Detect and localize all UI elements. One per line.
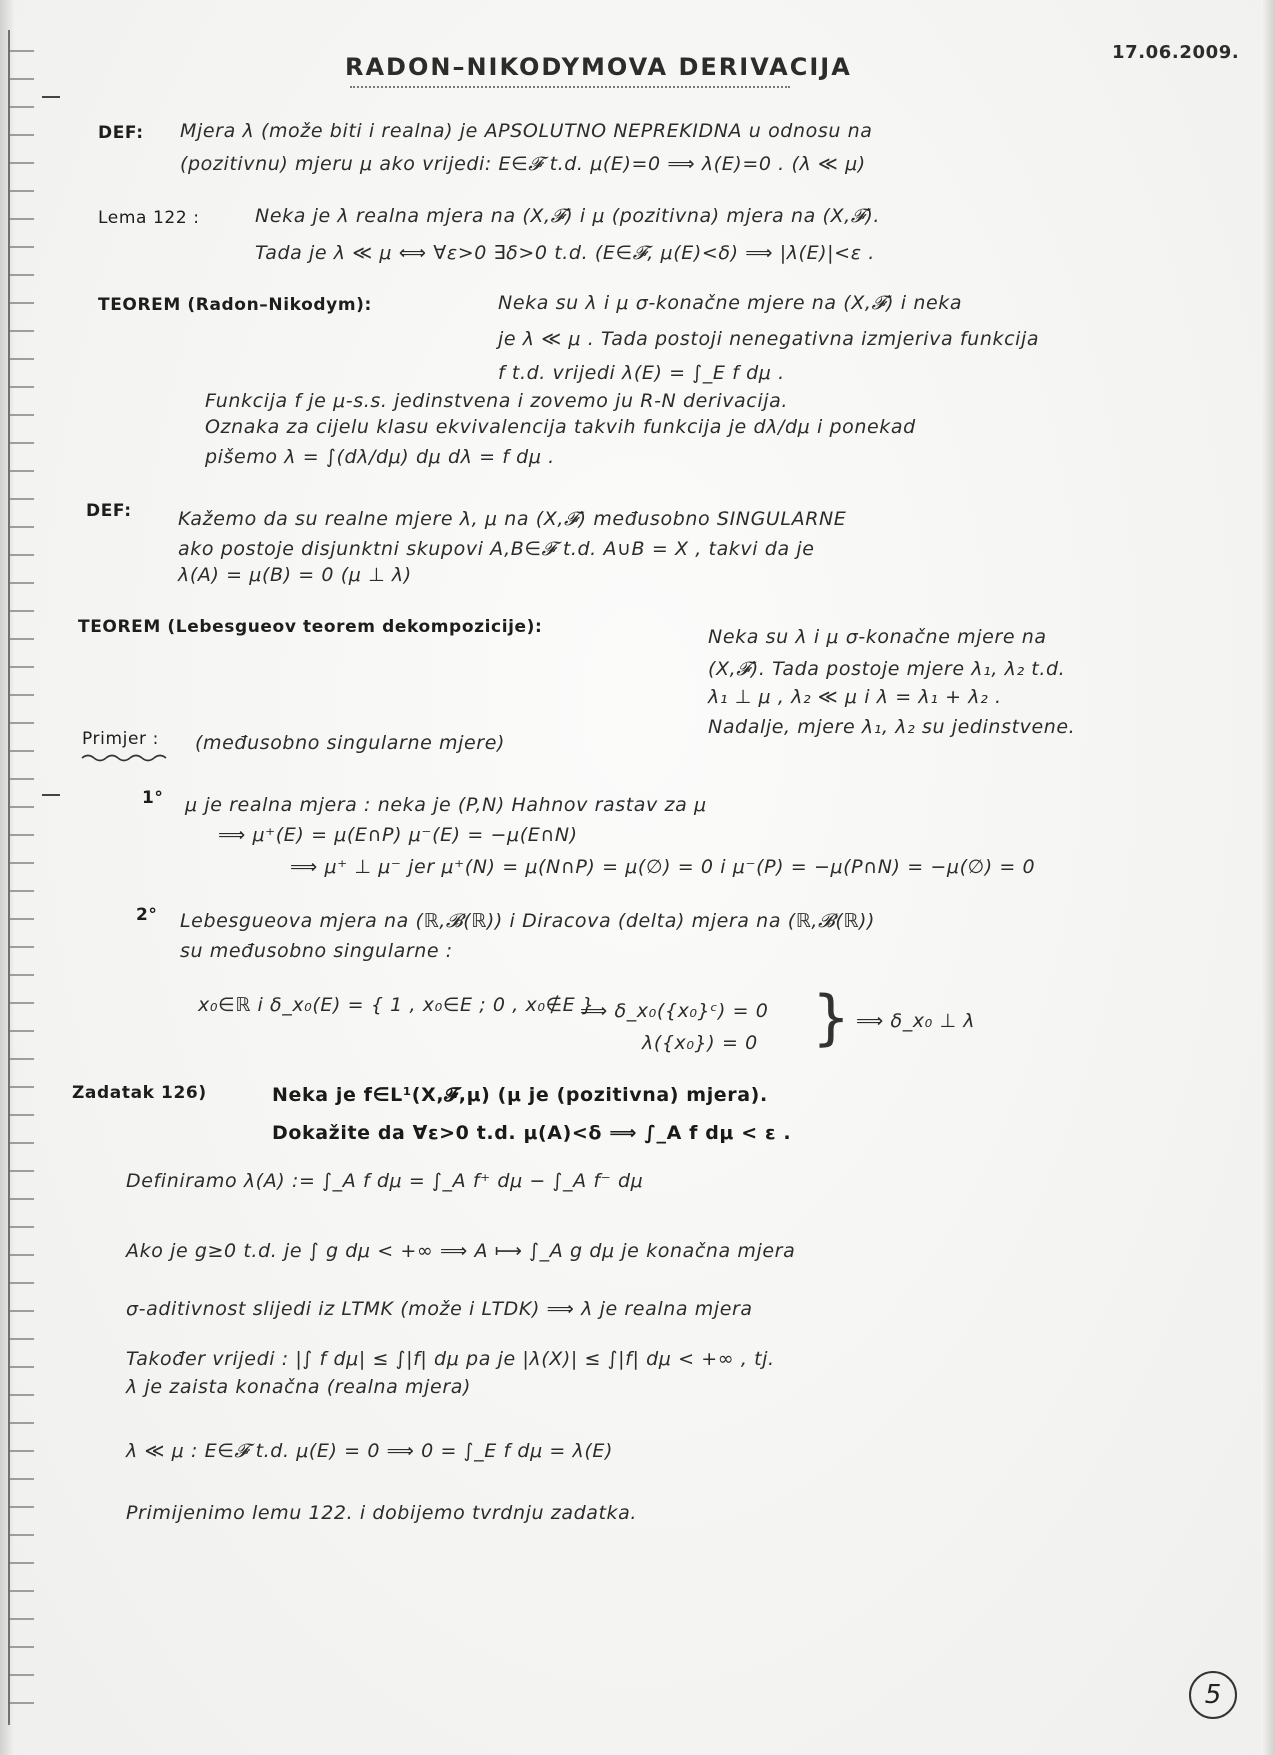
- right-brace: }: [812, 983, 851, 1053]
- theorem-rn-line-3: f t.d. vrijedi λ(E) = ∫_E f dμ .: [498, 362, 785, 384]
- exercise-line-1: Neka je f∈L¹(X,𝓕,μ) (μ je (pozitivna) mjera).: [272, 1084, 768, 1106]
- example-1-number: 1°: [142, 788, 164, 808]
- proof-line-4: Također vrijedi : |∫ f dμ| ≤ ∫|f| dμ pa je |λ(X)| ≤ ∫|f| dμ < +∞ , tj.: [126, 1348, 775, 1370]
- theorem-lebesgue-label: TEOREM (Lebesgueov teorem dekompozicije):: [78, 617, 543, 637]
- theorem-lebesgue-line-4: Nadalje, mjere λ₁, λ₂ su jedinstvene.: [708, 716, 1076, 738]
- theorem-rn-line-1: Neka su λ i μ σ-konačne mjere na (X,𝓕) i neka: [498, 292, 963, 314]
- example-2-line-4a: ⟹ δ_x₀({x₀}ᶜ) = 0: [580, 1000, 769, 1022]
- spiral-binding: [8, 30, 34, 1725]
- proof-line-3: σ-aditivnost slijedi iz LTMK (može i LTDK) ⟹ λ je realna mjera: [126, 1298, 753, 1320]
- example-2-line-1: Lebesgueova mjera na (ℝ,𝓑(ℝ)) i Diracova (delta) mjera na (ℝ,𝓑(ℝ)): [180, 910, 876, 932]
- page-date: 17.06.2009.: [1112, 42, 1240, 63]
- proof-line-5: λ je zaista konačna (realna mjera): [126, 1376, 472, 1398]
- lemma-label: Lema 122 :: [98, 208, 200, 228]
- def1-line-1: Mjera λ (može biti i realna) je APSOLUTNO NEPREKIDNA u odnosu na: [180, 120, 873, 142]
- page-number: 5: [1189, 1671, 1237, 1719]
- theorem-rn-label: TEOREM (Radon–Nikodym):: [98, 295, 372, 315]
- theorem-lebesgue-line-3: λ₁ ⊥ μ , λ₂ ≪ μ i λ = λ₁ + λ₂ .: [708, 686, 1002, 708]
- theorem-rn-line-6: pišemo λ = ∫(dλ/dμ) dμ dλ = f dμ .: [205, 446, 555, 468]
- example-2-line-4b: λ({x₀}) = 0: [642, 1032, 758, 1054]
- exercise-line-2: Dokažite da ∀ε>0 t.d. μ(A)<δ ⟹ ∫_A f dμ < ε .: [272, 1122, 792, 1144]
- proof-line-7: Primijenimo lemu 122. i dobijemo tvrdnju zadatka.: [126, 1502, 638, 1524]
- proof-line-6: λ ≪ μ : E∈𝓕 t.d. μ(E) = 0 ⟹ 0 = ∫_E f dμ = λ(E): [126, 1440, 614, 1462]
- page-title: RADON–NIKODYMOVA DERIVACIJA: [345, 53, 852, 81]
- proof-line-2: Ako je g≥0 t.d. je ∫ g dμ < +∞ ⟹ A ⟼ ∫_A g dμ je konačna mjera: [126, 1240, 796, 1262]
- paper-right-edge: [1261, 0, 1275, 1755]
- def-label: DEF:: [98, 123, 144, 143]
- def1-line-2: (pozitivnu) mjeru μ ako vrijedi: E∈𝓕 t.d. μ(E)=0 ⟹ λ(E)=0 . (λ ≪ μ): [180, 153, 866, 175]
- def2-line-3: λ(A) = μ(B) = 0 (μ ⊥ λ): [178, 564, 412, 586]
- proof-line-1: Definiramo λ(A) := ∫_A f dμ = ∫_A f⁺ dμ − ∫_A f⁻ dμ: [126, 1170, 644, 1192]
- def2-line-2: ako postoje disjunktni skupovi A,B∈𝓕 t.d. A∪B = X , takvi da je: [178, 538, 815, 560]
- example-2-line-2: su međusobno singularne :: [180, 940, 453, 962]
- underline-squiggle: [80, 752, 175, 762]
- theorem-rn-line-4: Funkcija f je μ-s.s. jedinstvena i zovemo ju R-N derivacija.: [205, 390, 788, 412]
- exercise-label: Zadatak 126): [72, 1083, 207, 1103]
- margin-tick: [42, 96, 60, 98]
- example-label: Primjer :: [82, 729, 159, 749]
- theorem-lebesgue-line-1: Neka su λ i μ σ-konačne mjere na: [708, 626, 1047, 648]
- example-1-line-1: μ je realna mjera : neka je (P,N) Hahnov rastav za μ: [185, 794, 707, 816]
- example-1-line-2: ⟹ μ⁺(E) = μ(E∩P) μ⁻(E) = −μ(E∩N): [218, 824, 578, 846]
- example-2-number: 2°: [136, 905, 158, 925]
- lemma-line-1: Neka je λ realna mjera na (X,𝓕) i μ (pozitivna) mjera na (X,𝓕).: [255, 205, 881, 227]
- title-underline: [350, 86, 790, 88]
- example-2-conclusion: ⟹ δ_x₀ ⊥ λ: [856, 1010, 976, 1032]
- theorem-lebesgue-line-2: (X,𝓕). Tada postoje mjere λ₁, λ₂ t.d.: [708, 658, 1066, 680]
- lemma-line-2: Tada je λ ≪ μ ⟺ ∀ε>0 ∃δ>0 t.d. (E∈𝓕, μ(E)<δ) ⟹ |λ(E)|<ε .: [255, 242, 875, 264]
- example-2-line-3: x₀∈ℝ i δ_x₀(E) = { 1 , x₀∈E ; 0 , x₀∉E }: [198, 994, 595, 1016]
- theorem-rn-line-5: Oznaka za cijelu klasu ekvivalencija takvih funkcija je dλ/dμ i ponekad: [205, 416, 916, 438]
- example-1-line-3: ⟹ μ⁺ ⊥ μ⁻ jer μ⁺(N) = μ(N∩P) = μ(∅) = 0 i μ⁻(P) = −μ(P∩N) = −μ(∅) = 0: [290, 856, 1036, 878]
- margin-tick: [42, 794, 60, 796]
- def2-line-1: Kažemo da su realne mjere λ, μ na (X,𝓕) međusobno SINGULARNE: [178, 508, 847, 530]
- theorem-rn-line-2: je λ ≪ μ . Tada postoji nenegativna izmjeriva funkcija: [498, 328, 1040, 350]
- def-label: DEF:: [86, 501, 132, 521]
- example-heading: (međusobno singularne mjere): [195, 732, 506, 754]
